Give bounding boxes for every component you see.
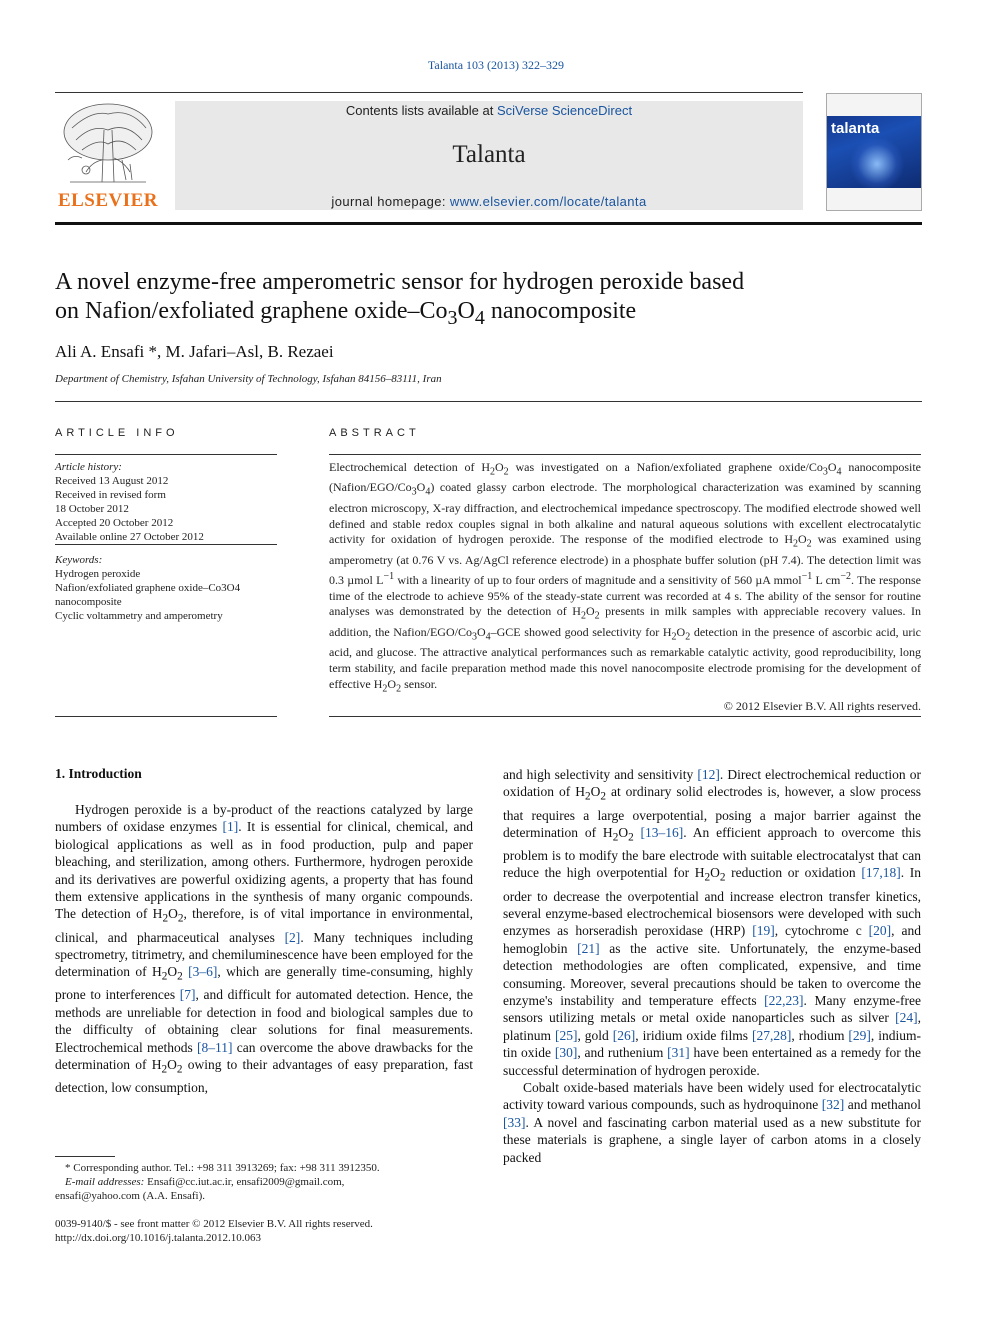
introduction-right-column: and high selectivity and sensitivity [12]. Direct electrochemical reduction or oxidation of $H_2O_2$ at ordinary solid electrodes is, however, a slow process that requires a large overpotential, posing a major barrier against the determination of $H_2O_2$ [13–16]. An efficient approach to overcome this problem is to modify the bare electrode with suitable electrocatalyst that can reduce the high overpotential for $H_2O_2$ reduction or oxidation [17,18]. In order to decrease the overpotential and increase electron transfer kinetics, several enzyme-based electrochemical biosensors were developed with such enzymes as horseradish peroxidase (HRP) [19], cytochrome c [20], and hemoglobin [21] as the active site. Unfortunately, the enzyme-based detection methodologies are often complicated, expensive, and time consuming. Moreover, several precautions should be taken to overcome the enzyme's instability and temperature effects [22,23]. Many enzyme-free sensors utilizing metals or metal oxide nanoparticles such as silver [24], platinum [25], gold [26], iridium oxide films [27,28], rhodium [29], indium-tin oxide [30], and ruthenium [31] have been entertained as a remedy for the successful determination of hydrogen peroxide. Cobalt oxide-based materials have been widely used for electrocatalytic activity toward various compounds, such as hydroquinone [32] and methanol [33]. A novel and fascinating carbon material used as a new substitute for these materials is graphene, a single layer of carbon atoms in a closely packed bbox=[503, 767, 922, 1165]
doi-link[interactable]: http://dx.doi.org/10.1016/j.talanta.2012.10.063 bbox=[55, 1232, 262, 1244]
homepage-line bbox=[175, 194, 803, 209]
keyword-item: Cyclic voltammetry and amperometry bbox=[55, 610, 223, 622]
abstract-heading: ABSTRACT bbox=[329, 427, 420, 439]
history-item: Received in revised form bbox=[55, 489, 166, 501]
history-label: Article history: bbox=[55, 461, 122, 473]
keywords-label: Keywords: bbox=[55, 554, 103, 566]
journal-homepage-link[interactable]: www.elsevier.com/locate/talanta bbox=[449, 194, 647, 209]
front-matter bbox=[55, 1217, 475, 1245]
masthead-bottom-rule bbox=[55, 222, 922, 225]
abstract-rule bbox=[329, 454, 921, 455]
history-rule bbox=[55, 544, 277, 545]
sciencedirect-link[interactable]: SciVerse ScienceDirect bbox=[496, 103, 633, 118]
email-label: E-mail addresses: bbox=[65, 1176, 145, 1188]
corresponding-author: * Corresponding author. Tel.: +98 311 3913269; fax: +98 311 3912350. bbox=[65, 1162, 380, 1174]
abstract-copyright: © 2012 Elsevier B.V. All rights reserved. bbox=[723, 699, 921, 713]
abstract-body: Electrochemical detection of $H_2O_2$ was investigated on a Nafion/exfoliated graphene oxide/$Co_3O_4$ nanocomposite $(Nafion/EGO/Co_3O_4)$ coated glassy carbon electrode. The morphological characterization was examined by scanning electron microscopy, X-ray diffraction, and electrochemical impedance spectroscopy. The modified electrode showed well defined and stable redox couples signal in both alkaline and natural aqueous solutions with excellent electrocatalytic activity for oxidation of hydrogen peroxide. The response of the modified electrode to $H_2O_2$ was examined using amperometry (at 0.76 V vs. Ag/AgCl reference electrode) in a phosphate buffer solution (pH 7.4). The detection limit was 0.3 µmol $L^{-1}$ with a linearity of up to four orders of magnitude and a sensitivity of 560 µA mmol$^{-1}$ L $cm^{-2}$. The response time of the electrode to achieve 95% of the steady-state current was recorded at 4 s. The ability of the sensor for routine analyses was demonstrated by the detection of $H_2O_2$ presents in milk samples with appreciable recovery values. In addition, the Nafion/$EGO/Co_3O_4$–GCE showed good selectivity for $H_2O_2$ detection in the presence of ascorbic acid, uric acid, and glucose. The attractive analytical performances such as remarkable catalytic activity, good reproducibility, long term stability, and facile preparation method made this novel nanocomposite electrode promising for the development of effective $H_2O_2$ sensor. bbox=[329, 460, 921, 695]
cover-header-strip bbox=[827, 94, 921, 116]
contents-line bbox=[175, 103, 803, 118]
author-affiliation: Department of Chemistry, Isfahan University of Technology, Isfahan 84156–83111, Iran bbox=[55, 373, 442, 385]
issn-line: 0039-9140/$ - see front matter © 2012 Elsevier B.V. All rights reserved. bbox=[55, 1218, 373, 1230]
keyword-item: nanocomposite bbox=[55, 596, 122, 608]
article-info-rule bbox=[55, 454, 277, 455]
keyword-item: Nafion/exfoliated graphene oxide–Co3O4 bbox=[55, 582, 241, 594]
homepage-prefix: journal homepage: bbox=[331, 194, 450, 209]
article-title bbox=[55, 268, 915, 333]
introduction-heading: 1. Introduction bbox=[55, 766, 142, 781]
masthead-top-rule bbox=[55, 92, 803, 93]
cover-footer-strip bbox=[827, 188, 921, 210]
elsevier-wordmark: ELSEVIER bbox=[57, 190, 159, 211]
keyword-item: Hydrogen peroxide bbox=[55, 568, 141, 580]
cover-title: talanta bbox=[831, 120, 880, 137]
journal-cover-image[interactable] bbox=[826, 93, 922, 211]
history-item: 18 October 2012 bbox=[55, 503, 129, 515]
introduction-left-column: Hydrogen peroxide is a by-product of the reactions catalyzed by large numbers of oxidase enzymes [1]. It is essential for clinical, chemical, and biological applications as well as in food production, pulp and paper bleaching, and sterilization, among others. Furthermore, hydrogen peroxide and its derivatives are powerful oxidizing agents, a property that has found them extensive applications in the synthesis of many organic compounds. The detection of $H_2O_2$, therefore, is of vital importance in environmental, clinical, and pharmaceutical analyses [2]. Many techniques including spectrometry, titrimetry, and chemiluminescence have been employed for the determination of $H_2O_2$ [3–6], which are generally time-consuming, highly prone to interferences [7], and difficult for automated detection. Hence, the methods are unreliable for detection in food and biological samples due to the difficulty of obtaining clear solutions for final measurements. Electrochemical methods [8–11] can overcome the above drawbacks for the determination of $H_2O_2$ owing to their advantages of easy preparation, fast detection, low consumption, bbox=[55, 802, 473, 1096]
header-divider bbox=[55, 401, 922, 402]
journal-citation[interactable]: Talanta 103 (2013) 322–329 bbox=[427, 58, 565, 72]
cover-glow bbox=[847, 139, 907, 189]
elsevier-logo[interactable] bbox=[52, 100, 164, 212]
corresponding-footnote bbox=[55, 1161, 475, 1203]
abstract-bottom-rule bbox=[329, 716, 921, 717]
history-item: Accepted 20 October 2012 bbox=[55, 517, 174, 529]
email-line bbox=[55, 1175, 475, 1189]
history-item: Received 13 August 2012 bbox=[55, 475, 169, 487]
history-item: Available online 27 October 2012 bbox=[55, 531, 204, 543]
keywords-bottom-rule bbox=[55, 716, 277, 717]
article-history bbox=[55, 460, 277, 544]
article-info-heading: ARTICLE INFO bbox=[55, 427, 179, 439]
email-addresses-continued[interactable]: ensafi@yahoo.com (A.A. Ensafi). bbox=[55, 1190, 206, 1202]
footnote-rule bbox=[55, 1156, 115, 1157]
journal-name: Talanta bbox=[452, 141, 526, 168]
journal-banner bbox=[175, 101, 803, 210]
title-line-2: on Nafion/exfoliated graphene oxide–$Co_3O_4$ nanocomposite bbox=[55, 298, 637, 329]
contents-prefix: Contents lists available at bbox=[345, 103, 497, 118]
keywords bbox=[55, 553, 277, 623]
elsevier-tree-icon bbox=[52, 100, 164, 188]
email-addresses[interactable]: Ensafi@cc.iut.ac.ir, ensafi2009@gmail.com, bbox=[147, 1176, 345, 1188]
author-list: Ali A. Ensafi *, M. Jafari–Asl, B. Rezaei bbox=[55, 342, 334, 361]
title-line-1: A novel enzyme-free amperometric sensor for hydrogen peroxide based bbox=[55, 269, 745, 295]
